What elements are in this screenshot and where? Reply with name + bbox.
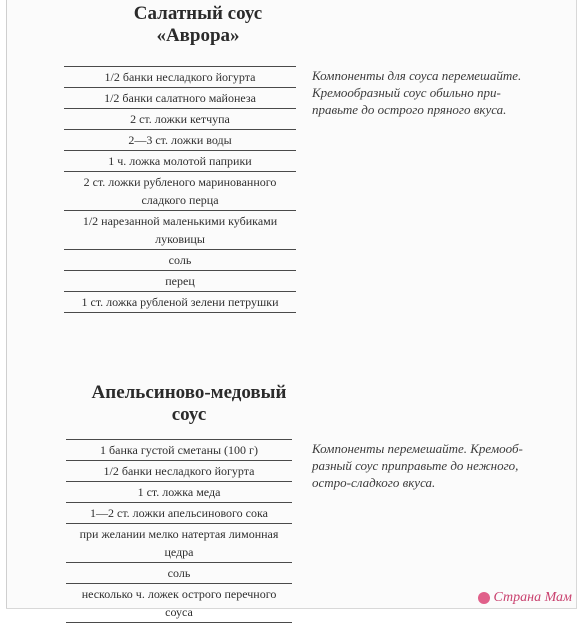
ingredient-cell — [66, 440, 292, 461]
ingredient-line: 1/2 банки салатного майонеза — [104, 91, 256, 105]
table-row — [66, 524, 292, 563]
title-line: Апельсиново-медовый — [91, 382, 287, 403]
table-row — [64, 250, 296, 271]
recipe-title-orange-honey — [62, 382, 316, 426]
table-row — [64, 271, 296, 292]
title-line: «Аврора» — [156, 25, 240, 46]
ingredient-line: 2 ст. ложки кетчупа — [130, 112, 230, 126]
ingredient-cell — [64, 67, 296, 88]
recipe-description-aurora — [312, 67, 548, 118]
ingredient-line: перец — [165, 274, 195, 288]
ingredient-cell — [64, 109, 296, 130]
ingredient-line: 1 банка густой сметаны (100 г) — [100, 443, 258, 457]
table-row — [64, 151, 296, 172]
ingredient-cell — [66, 563, 292, 584]
ingredient-cell — [64, 250, 296, 271]
ingredient-line: луковицы — [155, 232, 205, 246]
ingredient-line: при желании мелко натертая лимонная — [79, 527, 279, 541]
description-line: разный соус приправьте до нежного, — [312, 458, 519, 473]
table-row — [66, 461, 292, 482]
ingredient-line: цедра — [164, 545, 194, 559]
table-row — [64, 172, 296, 211]
ingredient-cell — [66, 461, 292, 482]
ingredient-line: 1 ч. ложка молотой паприки — [108, 154, 252, 168]
ingredient-line: 1 ст. ложка рубленой зелени петрушки — [81, 295, 279, 309]
ingredient-line: соль — [168, 253, 192, 267]
recipe-title-aurora — [88, 3, 308, 47]
table-row — [66, 440, 292, 461]
ingredient-cell — [64, 151, 296, 172]
table-row — [66, 482, 292, 503]
table-row — [64, 292, 296, 313]
ingredients-table-orange-honey — [66, 439, 292, 623]
description-line: правьте до острого пряного вкуса. — [312, 102, 507, 117]
ingredient-cell — [66, 503, 292, 524]
site-watermark — [478, 590, 573, 606]
ingredient-line: 2 ст. ложки рубленого маринованного — [83, 175, 277, 189]
title-line: Салатный соус — [133, 3, 263, 24]
ingredient-line: 1 ст. ложка меда — [137, 485, 221, 499]
ingredient-cell — [64, 130, 296, 151]
ingredient-cell — [64, 211, 296, 250]
recipe-description-orange-honey — [312, 440, 548, 491]
ingredient-cell — [64, 271, 296, 292]
table-row — [66, 563, 292, 584]
ingredient-cell — [64, 172, 296, 211]
description-line: Компоненты перемешайте. Кремооб- — [312, 441, 523, 456]
ingredients-table-aurora — [64, 66, 296, 313]
ingredient-cell — [64, 292, 296, 313]
table-row — [66, 584, 292, 623]
ingredient-cell — [66, 584, 292, 623]
ingredient-line: 2—3 ст. ложки воды — [128, 133, 232, 147]
description-line: Кремообразный соус обильно при- — [312, 85, 501, 100]
page-edge — [6, 0, 7, 608]
ingredient-line: сладкого перца — [141, 193, 219, 207]
description-line: остро-сладкого вкуса. — [312, 475, 436, 490]
ingredient-cell — [66, 524, 292, 563]
ingredient-line: 1—2 ст. ложки апельсинового сока — [90, 506, 268, 520]
ingredient-cell — [66, 482, 292, 503]
table-row — [64, 88, 296, 109]
title-line: соус — [171, 404, 207, 425]
table-row — [64, 67, 296, 88]
table-row — [64, 109, 296, 130]
ingredient-cell — [64, 88, 296, 109]
table-row — [66, 503, 292, 524]
ingredient-line: несколько ч. ложек острого перечного — [81, 587, 277, 601]
ingredient-line: соль — [167, 566, 191, 580]
flower-logo-icon — [478, 592, 490, 604]
description-line: Компоненты для соуса перемешайте. — [312, 68, 522, 83]
ingredient-line: 1/2 банки несладкого йогурта — [103, 464, 255, 478]
table-row — [64, 211, 296, 250]
table-row — [64, 130, 296, 151]
watermark-text: Страна Мам — [493, 590, 572, 605]
ingredient-line: соуса — [165, 605, 193, 619]
ingredient-line: 1/2 банки несладкого йогурта — [104, 70, 256, 84]
ingredient-line: 1/2 нарезанной маленькими кубиками — [82, 214, 278, 228]
